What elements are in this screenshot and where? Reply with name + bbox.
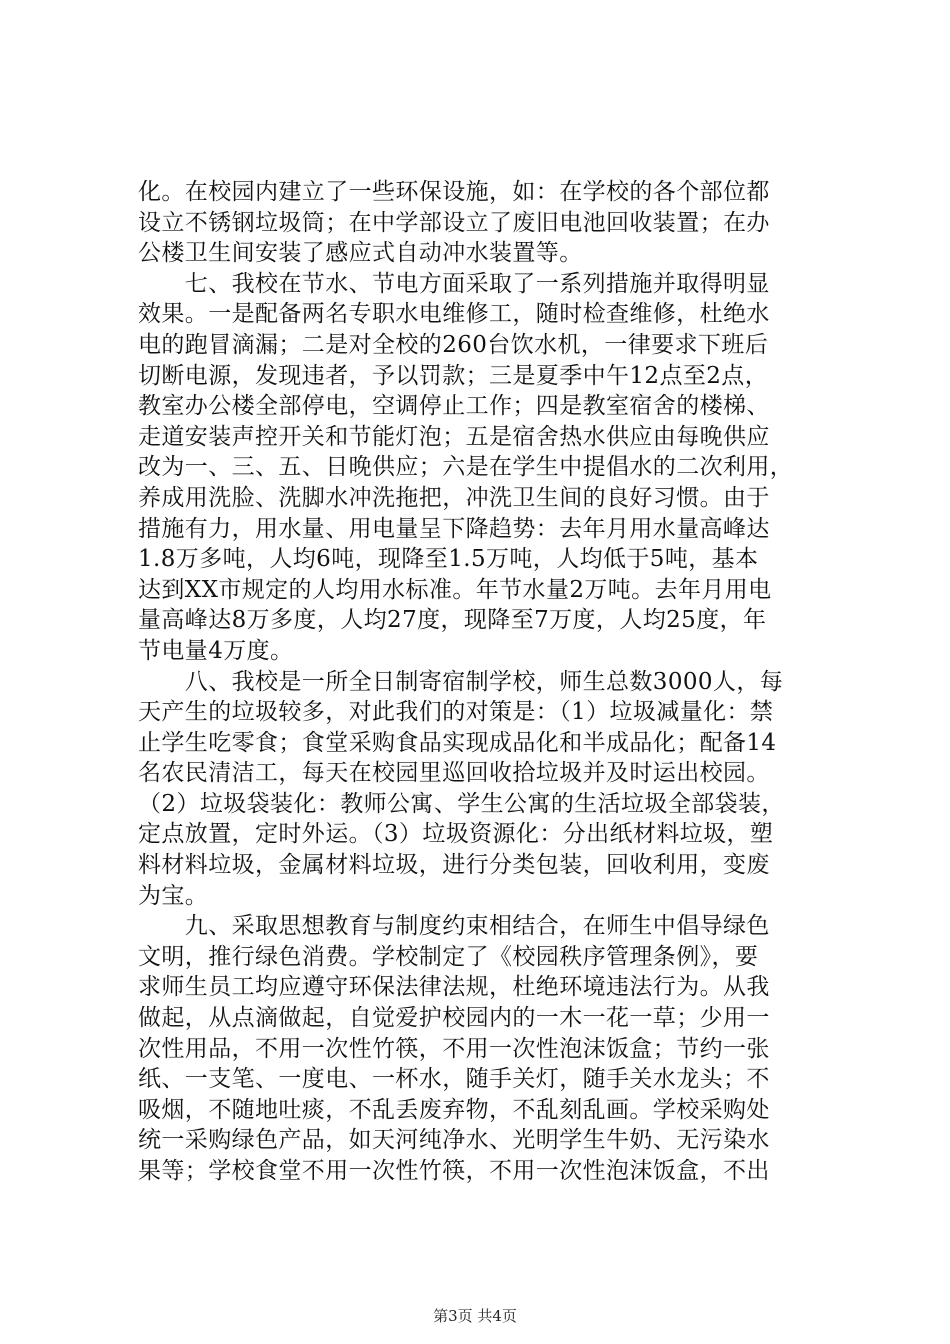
text-line: 七、我校在节水、节电方面采取了一系列措施并取得明显	[138, 270, 770, 297]
text-line: 天产生的垃圾较多，对此我们的对策是：（1）垃圾减量化：禁	[138, 699, 774, 726]
text-line: 效果。一是配备两名专职水电维修工，随时检查维修，杜绝水	[138, 301, 770, 328]
text-line: 文明，推行绿色消费。学校制定了《校园秩序管理条例》，要	[138, 943, 759, 970]
text-line: 求师生员工均应遵守环保法律法规，杜绝环境违法行为。从我	[138, 974, 770, 1001]
body-text	[138, 177, 838, 1187]
text-line: 为宝。	[138, 882, 209, 909]
text-line: 化。在校园内建立了一些环保设施，如：在学校的各个部位都	[138, 179, 770, 205]
text-line: 节电量4万度。	[138, 637, 294, 664]
text-line: 九、采取思想教育与制度约束相结合，在师生中倡导绿色	[138, 913, 770, 940]
text-line: 电的跑冒滴漏；二是对全校的260台饮水机，一律要求下班后	[138, 331, 769, 358]
text-line: 改为一、三、五、日晚供应；六是在学生中提倡水的二次利用，	[138, 454, 794, 481]
text-line: 措施有力，用水量、用电量呈下降趋势：去年月用水量高峰达	[138, 515, 770, 542]
text-line: 纸、一支笔、一度电、一杯水，随手关灯，随手关水龙头；不	[138, 1066, 770, 1093]
text-line: 设立不锈钢垃圾筒；在中学部设立了废旧电池回收装置；在办	[138, 209, 770, 236]
text-line: 做起，从点滴做起，自觉爱护校园内的一木一花一草；少用一	[138, 1005, 770, 1032]
text-line: 定点放置，定时外运。（3）垃圾资源化：分出纸材料垃圾，塑	[138, 821, 774, 848]
text-line: 名农民清洁工，每天在校园里巡回收拾垃圾并及时运出校园。	[138, 760, 770, 787]
text-line: 达到XX市规定的人均用水标准。年节水量2万吨。去年月用电	[138, 576, 772, 603]
text-line: 料材料垃圾，金属材料垃圾，进行分类包装，回收利用，变废	[138, 852, 770, 879]
text-line: 次性用品，不用一次性竹筷，不用一次性泡沫饭盒；节约一张	[138, 1035, 770, 1062]
text-line: 果等；学校食堂不用一次性竹筷，不用一次性泡沫饭盒，不出	[138, 1158, 770, 1184]
text-line: 切断电源，发现违者，予以罚款；三是夏季中午12点至2点，	[138, 362, 769, 389]
text-line: 1.8万多吨，人均6吨，现降至1.5万吨，人均低于5吨，基本	[138, 546, 759, 573]
text-line: 公楼卫生间安装了感应式自动冲水装置等。	[138, 240, 583, 267]
page-footer: 第3页 共4页	[433, 1307, 517, 1325]
text-line: 教室办公楼全部停电，空调停止工作；四是教室宿舍的楼梯、	[138, 393, 770, 420]
text-line: 止学生吃零食；食堂采购食品实现成品化和半成品化；配备14	[138, 729, 777, 756]
text-line: 八、我校是一所全日制寄宿制学校，师生总数3000人，每	[138, 668, 784, 695]
text-line: 量高峰达8万多度，人均27度，现降至7万度，人均25度，年	[138, 607, 767, 634]
text-line: 走道安装声控开关和节能灯泡；五是宿舍热水供应由每晚供应	[138, 423, 770, 450]
text-line: 吸烟，不随地吐痰，不乱丢废弃物，不乱刻乱画。学校采购处	[138, 1096, 770, 1123]
text-line: （2）垃圾袋装化：教师公寓、学生公寓的生活垃圾全部袋装，	[138, 790, 785, 817]
text-line: 统一采购绿色产品，如天河纯净水、光明学生牛奶、无污染水	[138, 1127, 770, 1154]
text-line: 养成用洗脸、洗脚水冲洗拖把，冲洗卫生间的良好习惯。由于	[138, 484, 770, 511]
